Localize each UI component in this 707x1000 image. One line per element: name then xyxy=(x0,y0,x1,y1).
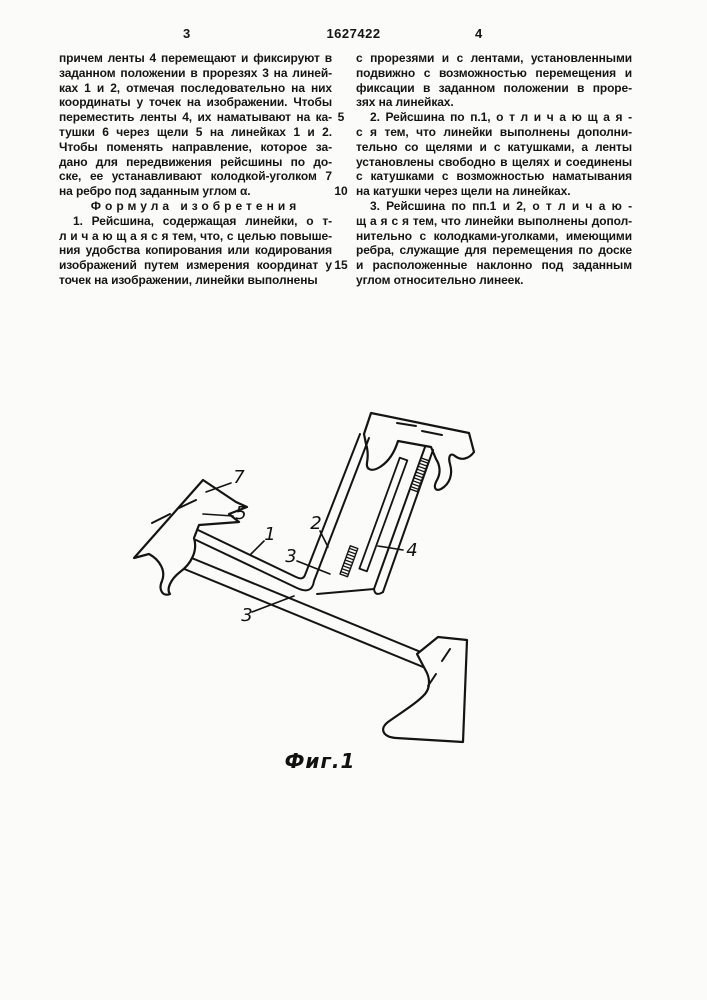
text-line: и расположенные наклонно под заданным xyxy=(356,258,632,273)
text-line: ния удобства копирования или кодирования xyxy=(59,243,332,258)
text-line: ребра, служащие для перемещения по доске xyxy=(356,243,632,258)
text-line: 3. Рейсшина по пп.1 и 2, о т л и ч а ю - xyxy=(370,198,632,213)
text-line: л и ч а ю щ а я с я тем, что, с целью повыше- xyxy=(59,228,332,243)
text-line: 1. Рейсшина, содержащая линейки, о т- xyxy=(73,213,332,228)
text-line: подвижно с возможностью перемещения и xyxy=(356,65,632,80)
figure-label-4: 4 xyxy=(406,540,418,561)
column-number-left: 3 xyxy=(183,26,191,41)
figure-label-1: 1 xyxy=(264,524,276,545)
text-line: на катушки через щели на линейках. xyxy=(356,184,571,199)
ruler1-blade xyxy=(172,552,439,671)
text-line: Формула изобретения xyxy=(90,198,301,213)
text-line: точек на изображении, линейки выполнены xyxy=(59,272,318,287)
figure-caption: Фиг.1 xyxy=(284,749,356,773)
text-line: причем ленты 4 перемещают и фиксируют в xyxy=(59,51,332,65)
text-line: изображений путем измерения координат у xyxy=(59,258,332,273)
ruler2-right-slot-cap xyxy=(374,589,383,594)
text-line: зях на линейках. xyxy=(356,95,454,110)
text-line: 2. Рейсшина по п.1, о т л и ч а ю щ а я - xyxy=(370,110,632,125)
text-line: щ а я с я тем, что линейки выполнены допол- xyxy=(356,213,632,228)
line-number-15: 15 xyxy=(334,258,348,272)
text-line: нительно с колодками-уголками, имеющими xyxy=(356,228,632,243)
figure-label-5: 5 xyxy=(235,503,247,524)
text-line: дано для передвижения рейсшины по до- xyxy=(59,154,332,169)
ruler2-channel-cap xyxy=(317,589,374,594)
line-number-5: 5 xyxy=(337,110,345,124)
text-line: углом относительно линеек. xyxy=(356,272,524,287)
text-line: координаты у точек на изображении. Чтобы xyxy=(59,95,332,110)
patent-number: 1627422 xyxy=(326,26,381,41)
text-line: с катушками с возможностью наматывания xyxy=(356,169,632,184)
text-line: переместить ленты 4, их наматывают на ка- xyxy=(59,110,332,125)
text-line: с я тем, что линейки выполнены дополни- xyxy=(356,124,632,139)
text-line: с прорезями и с лентами, установленными xyxy=(356,51,632,65)
text-line: установлены свободно в щелях и соединены xyxy=(356,154,632,169)
text-line: ске, ее устанавливают колодкой-уголком 7 xyxy=(59,169,332,184)
text-line: тушки 6 через щели 5 на линейках 1 и 2. xyxy=(59,124,332,139)
text-line: фиксации в заданном положении в проре- xyxy=(356,80,632,95)
figure-label-3-lower: 3 xyxy=(241,605,253,626)
figure-label-3-upper: 3 xyxy=(285,546,297,567)
text-line: ках 1 и 2, отмечая последовательно на них xyxy=(59,80,332,95)
text-line: заданном положении в прорезях 3 на линей- xyxy=(59,65,332,80)
figure-label-2: 2 xyxy=(310,513,322,534)
text-line: на ребро под заданным углом α. xyxy=(59,184,251,199)
column-number-right: 4 xyxy=(475,26,483,41)
text-line: Чтобы поменять направление, которое за- xyxy=(59,139,332,154)
line-number-10: 10 xyxy=(334,184,348,198)
figure-label-7: 7 xyxy=(233,467,245,488)
text-line: тельно со щелями и с катушками, а ленты xyxy=(356,139,632,154)
